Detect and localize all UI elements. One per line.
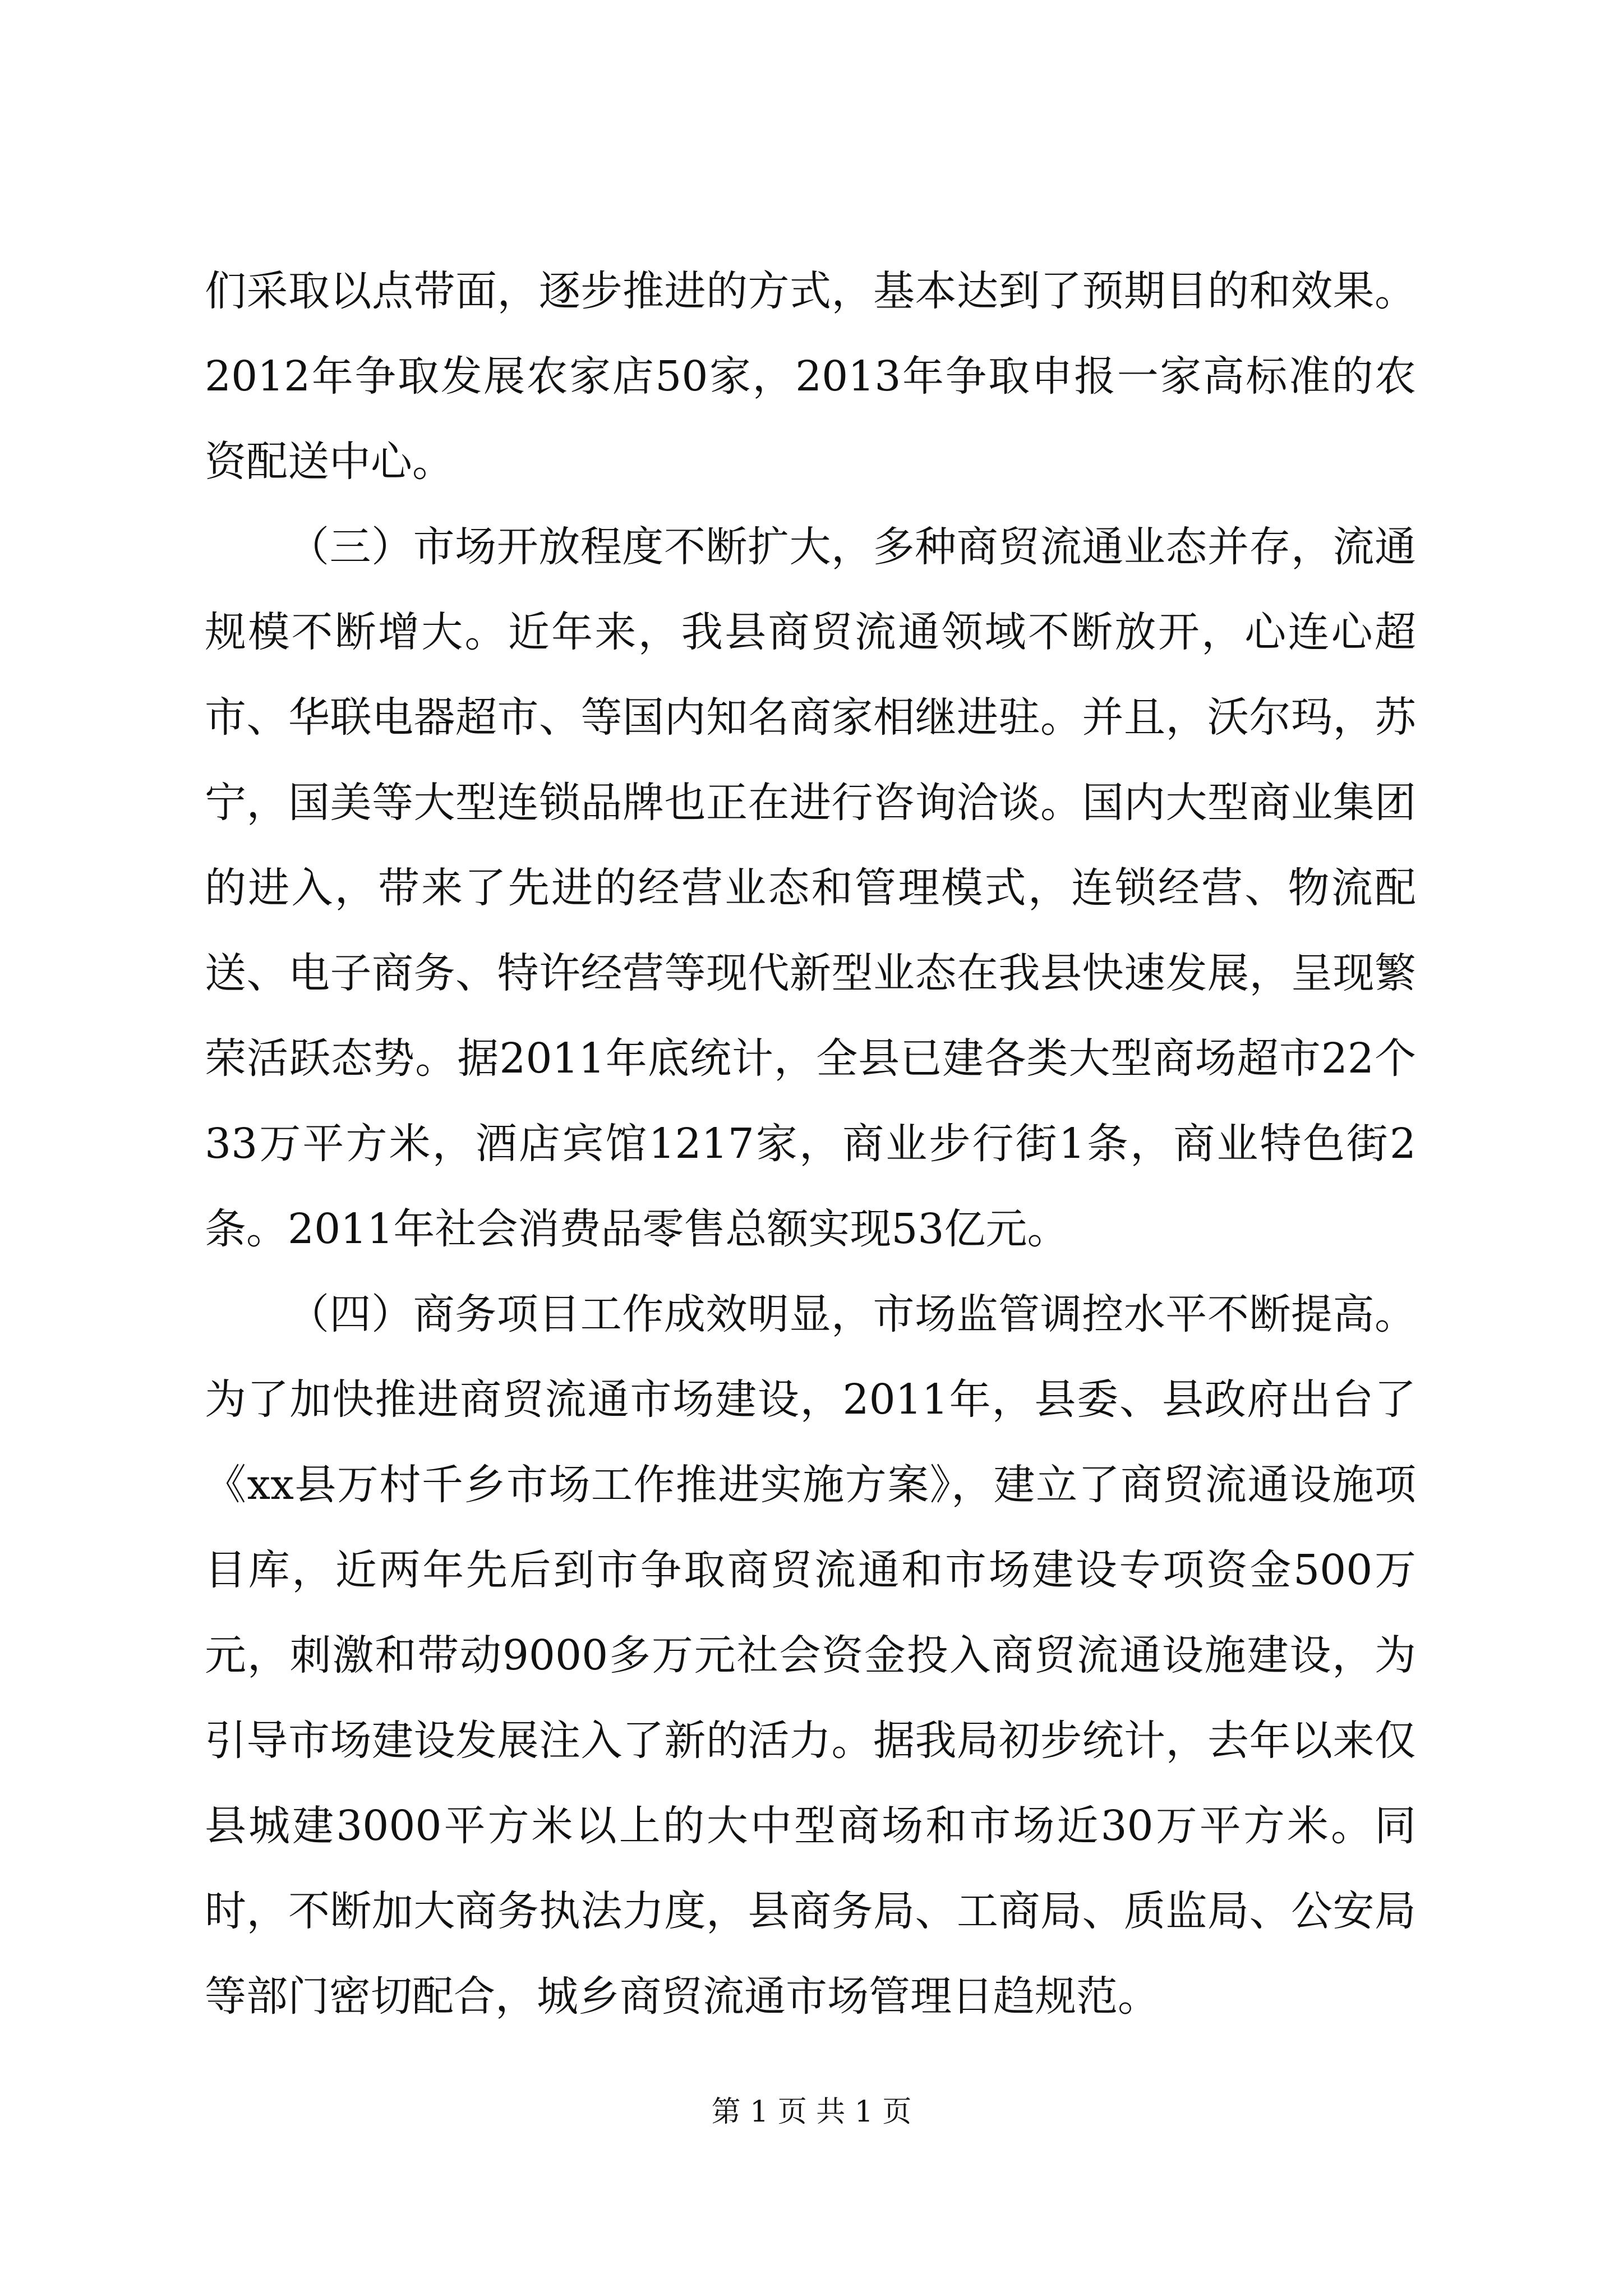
page-footer: 第 1 页 共 1 页	[711, 2095, 912, 2129]
paragraph-1: 们采取以点带面，逐步推进的方式，基本达到了预期目的和效果。2012年争取发展农家店50家，2013年争取申报一家高标准的农资配送中心。	[205, 267, 1416, 486]
document-body	[205, 249, 1416, 2039]
paragraph-2: （三）市场开放程度不断扩大，多种商贸流通业态并存，流通规模不断增大。近年来，我县商贸流通领域不断放开，心连心超市、华联电器超市、等国内知名商家相继进驻。并且，沃尔玛，苏宁，国美等大型连锁品牌也正在进行咨询洽谈。国内大型商业集团的进入，带来了先进的经营业态和管理模式，连锁经营、物流配送、电子商务、特许经营等现代新型业态在我县快速发展，呈现繁荣活跃态势。据2011年底统计，全县已建各类大型商场超市22个33万平方米，酒店宾馆1217家，商业步行街1条，商业特色街2条。2011年社会消费品零售总额实现53亿元。	[205, 523, 1416, 1253]
paragraph-3: （四）商务项目工作成效明显，市场监管调控水平不断提高。为了加快推进商贸流通市场建设，2011年，县委、县政府出台了《xx县万村千乡市场工作推进实施方案》，建立了商贸流通设施项目库，近两年先后到市争取商贸流通和市场建设专项资金500万元，刺激和带动9000多万元社会资金投入商贸流通设施建设，为引导市场建设发展注入了新的活力。据我局初步统计，去年以来仅县城建3000平方米以上的大中型商场和市场近30万平方米。同时，不断加大商务执法力度，县商务局、工商局、质监局、公安局等部门密切配合，城乡商贸流通市场管理日趋规范。	[205, 1290, 1416, 2021]
